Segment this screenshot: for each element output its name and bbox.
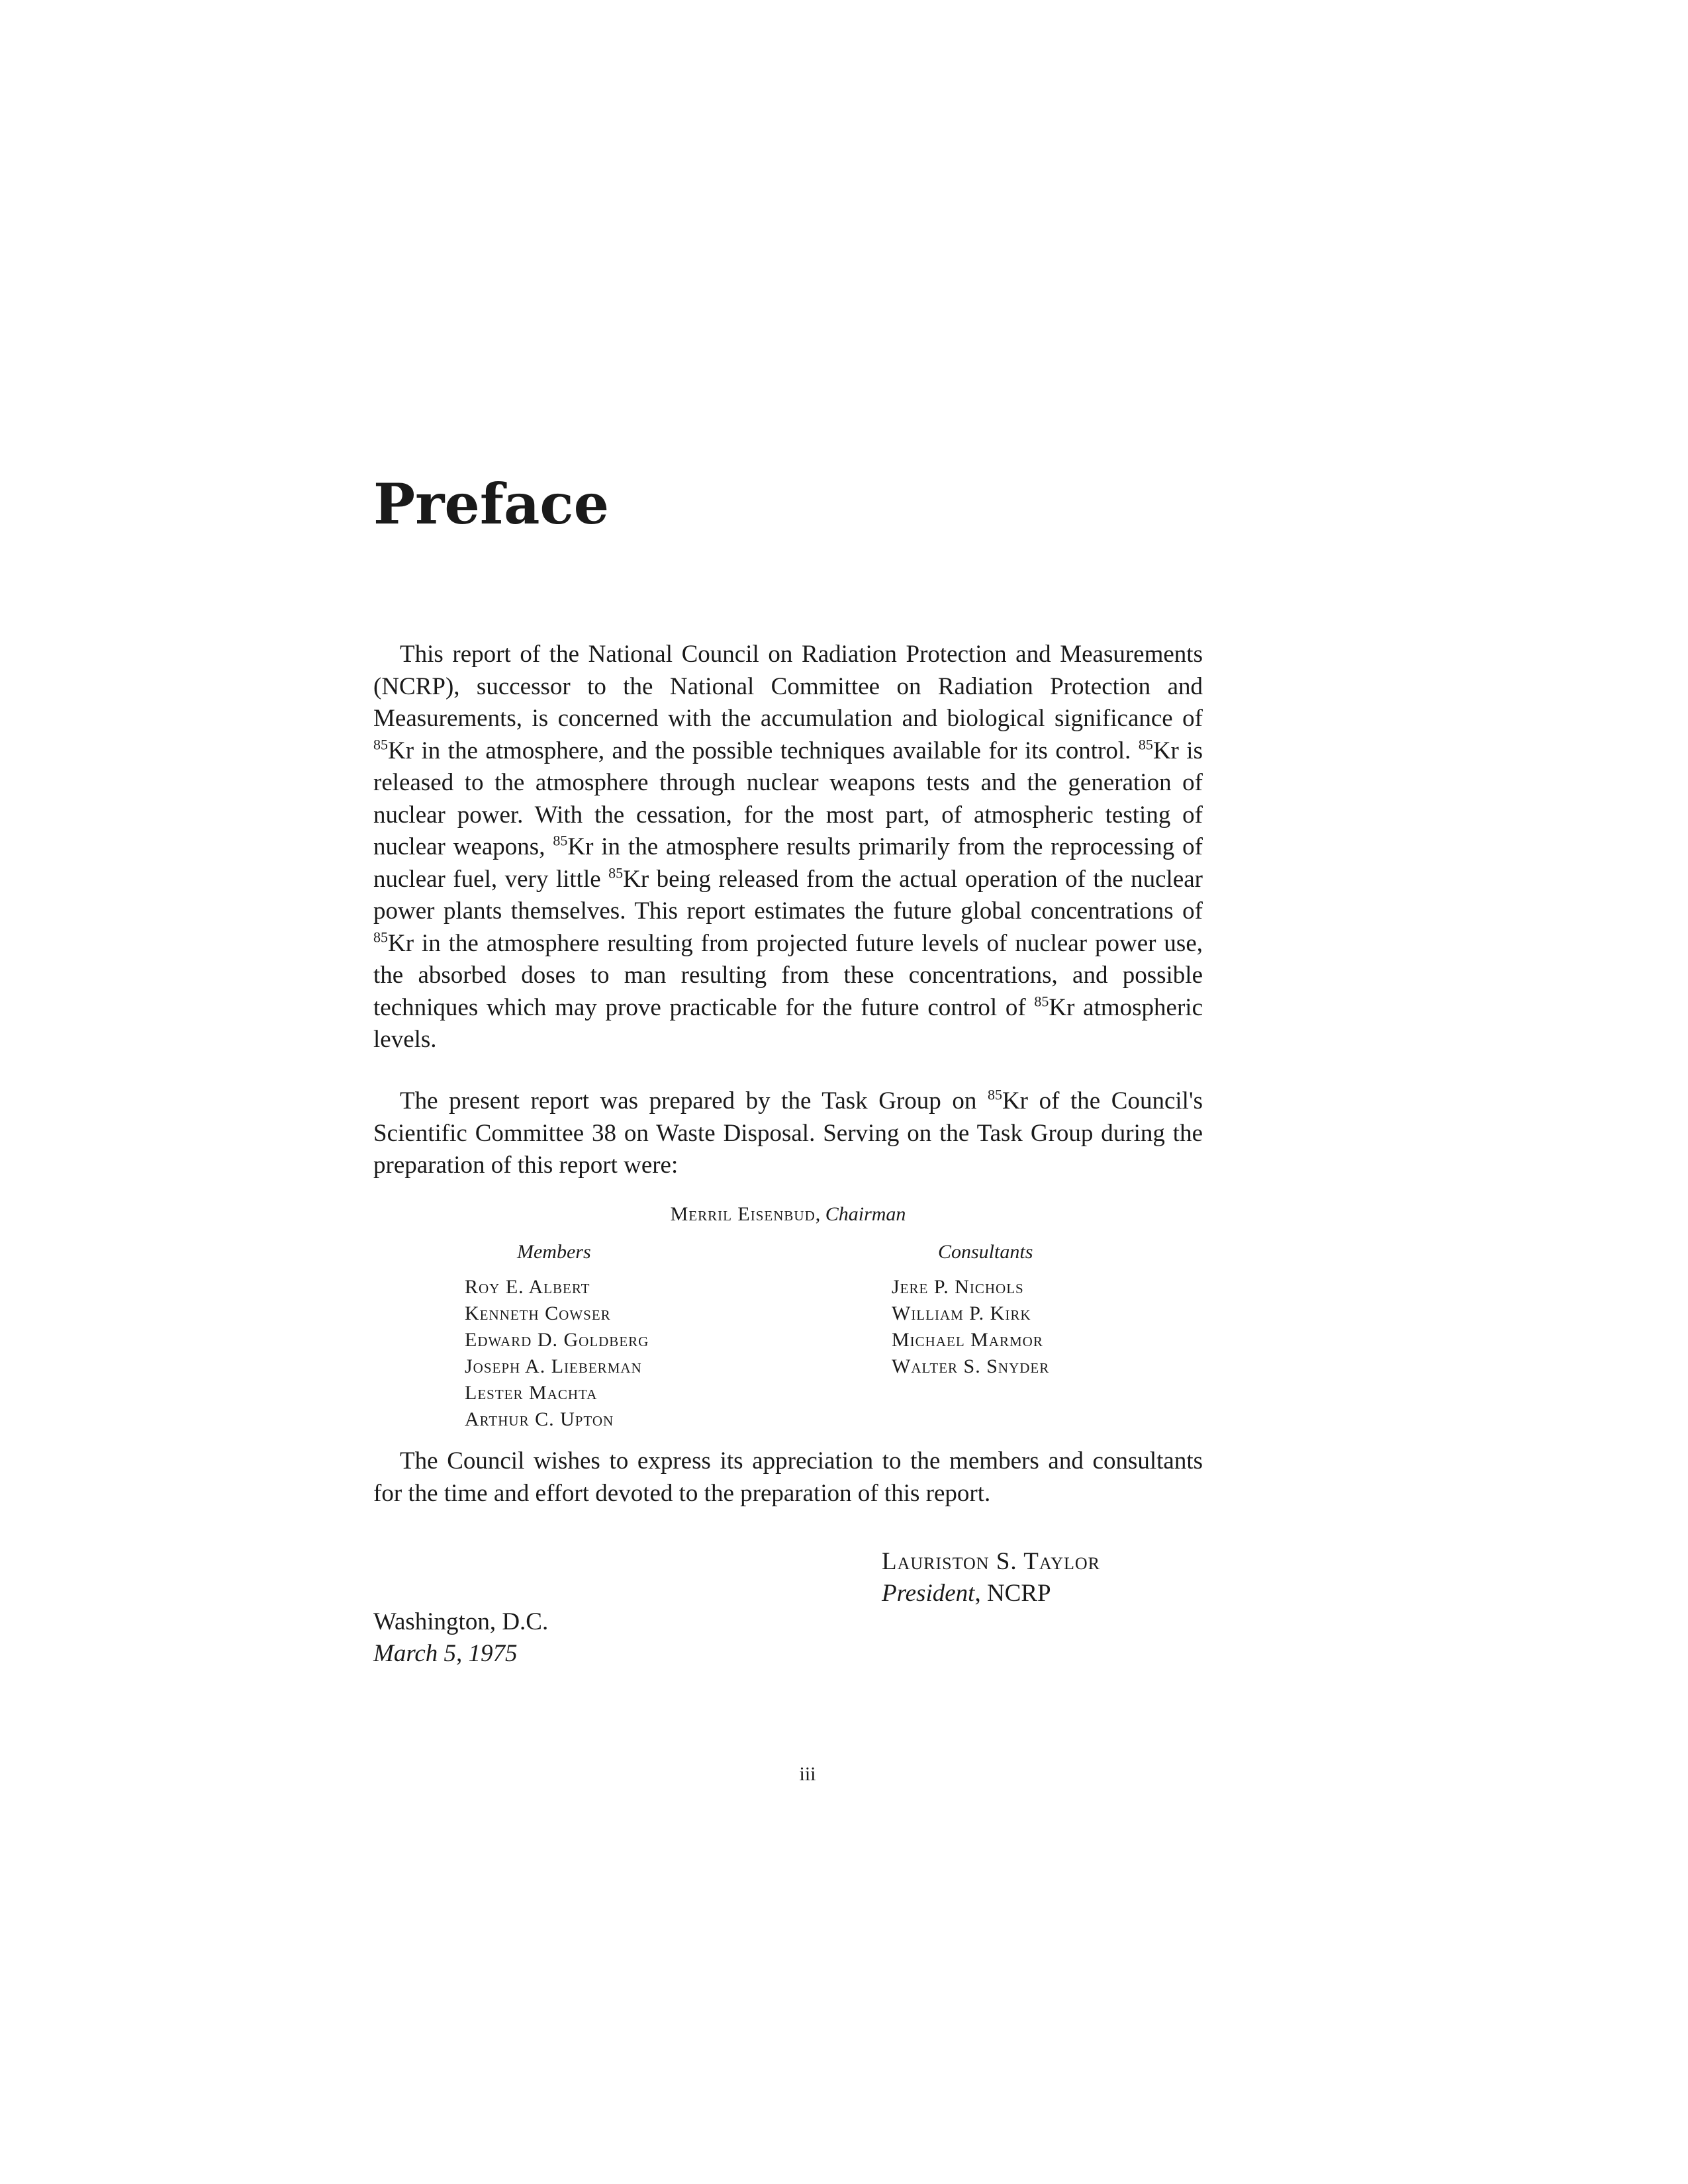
signatory-role [882,1578,1100,1610]
member-name: Kenneth Cowser [465,1302,611,1324]
member-name: Joseph A. Lieberman [465,1355,642,1377]
isotope-superscript: 85 [1034,993,1049,1010]
date: March 5, 1975 [373,1640,518,1667]
member-name: Roy E. Albert [465,1276,590,1298]
place: Washington, D.C. [373,1608,549,1635]
signatory-title: President [882,1580,975,1607]
member-name: Arthur C. Upton [465,1408,614,1430]
chairman-separator: , [815,1203,825,1225]
paragraph-text: Kr being released from the actual operation of the nuclear power plants themselves. This report estimates the future global concentrations of [373,865,1203,925]
paragraph-text: Kr is released to the atmosphere through nuclear weapons tests and the generation of nuclear power. With the cessation, for the most part, of atmospheric testing of nuclear weapons, [373,737,1203,860]
paragraph-text: The present report was prepared by the Task Group on [400,1087,988,1115]
chairman-name: Merril Eisenbud [670,1203,816,1225]
paragraph-text: The Council wishes to express its appreciation to the members and consultants for the time and effort devoted to the preparation of this report. [373,1447,1203,1507]
consultant-name: William P. Kirk [892,1302,1031,1324]
chairman-line [373,1203,1203,1226]
paragraph-text: Kr atmospheric levels. [373,993,1203,1053]
consultants-list [892,1274,1049,1380]
isotope-superscript: 85 [373,736,388,753]
member-name: Lester Machta [465,1382,598,1404]
member-name: Edward D. Goldberg [465,1329,649,1351]
preface-paragraph-2 [373,1085,1203,1182]
preface-paragraph-3 [373,1445,1203,1510]
isotope-superscript: 85 [1138,736,1153,753]
isotope-superscript: 85 [987,1086,1002,1103]
signature-block [882,1546,1100,1610]
chairman-title: Chairman [825,1203,906,1225]
paragraph-text: Kr of the Council's Scientific Committee 38 on Waste Disposal. Serving on the Task Group during the preparation of this report were: [373,1087,1203,1179]
paragraph-text: This report of the National Council on Radiation Protection and Measurements (NCRP), successor to the National Committee on Radiation Protection and Measurements, is concerned with the accumulation and biological significance of [373,641,1203,732]
signatory-name: Lauriston S. Taylor [882,1548,1101,1575]
page-title: Preface [373,471,610,537]
consultant-name: Walter S. Snyder [892,1355,1050,1377]
preface-paragraph-1 [373,639,1203,1056]
members-heading: Members [517,1241,591,1263]
paragraph-text: Kr in the atmosphere results primarily from the reprocessing of nuclear fuel, very little [373,833,1203,893]
place-date-block [373,1606,548,1670]
page-number: iii [799,1763,816,1785]
isotope-superscript: 85 [608,864,624,882]
signatory-org: , NCRP [974,1580,1051,1607]
members-list [465,1274,649,1433]
paragraph-text: Kr in the atmosphere, and the possible techniques available for its control. [388,737,1139,764]
isotope-superscript: 85 [553,832,568,849]
paragraph-text: Kr in the atmosphere resulting from projected future levels of nuclear power use, the absorbed doses to man resulting from these concentrations, and possible techniques which may prove practicable for the future control of [373,929,1203,1021]
consultant-name: Jere P. Nichols [892,1276,1024,1298]
consultants-heading: Consultants [938,1241,1033,1263]
consultant-name: Michael Marmor [892,1329,1043,1351]
isotope-superscript: 85 [373,929,388,946]
